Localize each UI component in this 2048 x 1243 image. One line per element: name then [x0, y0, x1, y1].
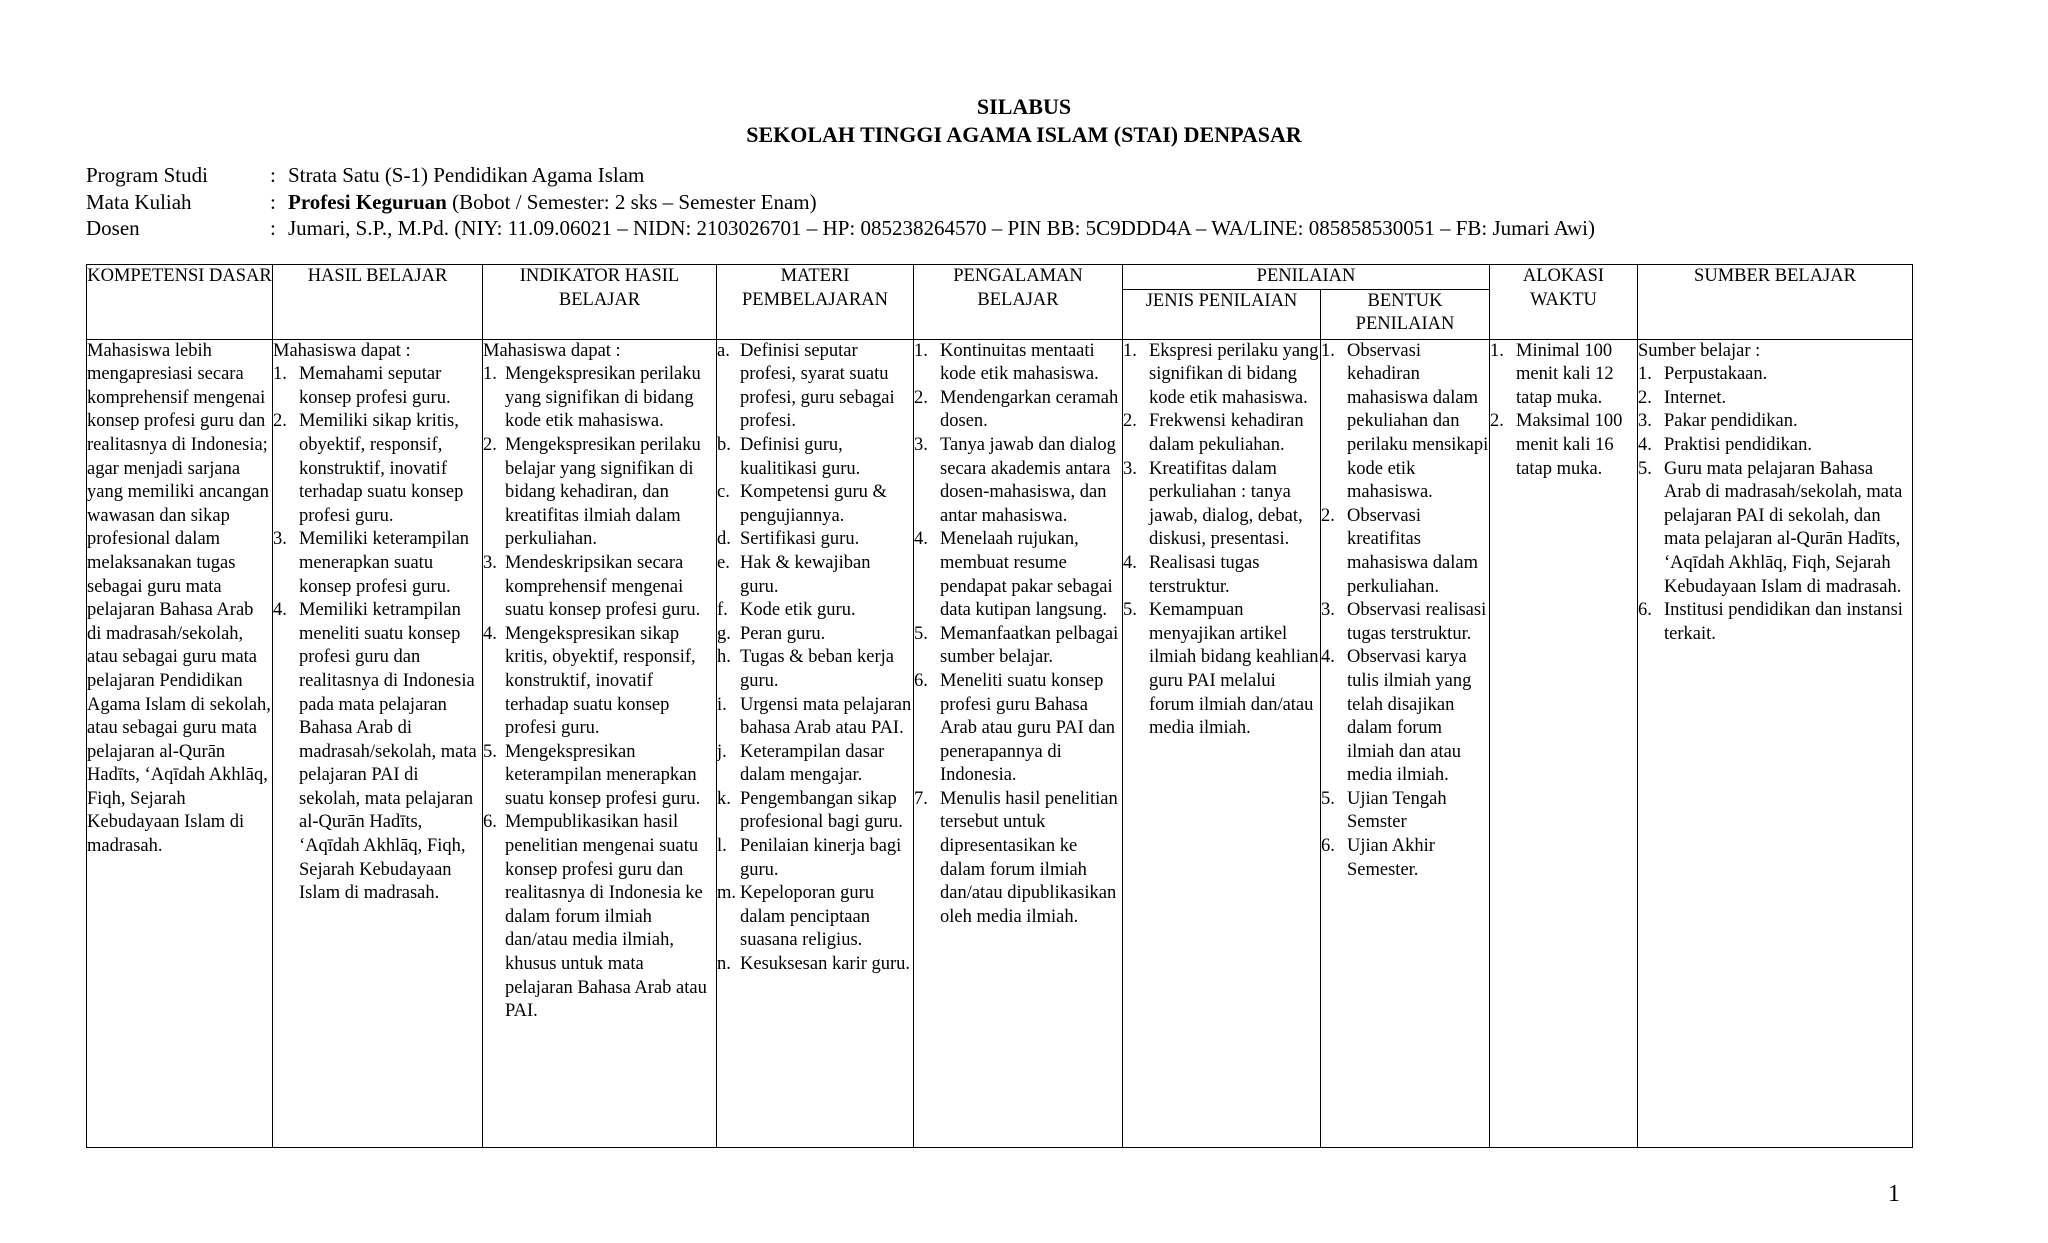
header-alokasi-waktu: ALOKASI WAKTU — [1490, 265, 1638, 340]
materi-item — [717, 434, 913, 481]
materi-item — [717, 646, 913, 693]
list-marker: 4. — [1321, 647, 1335, 668]
list-marker: j. — [717, 741, 727, 762]
materi-item — [717, 340, 913, 434]
sumber-item — [1638, 599, 1912, 646]
list-text: Observasi kreatifitas mahasiswa dalam perkuliahan. — [1347, 505, 1478, 597]
syllabus-table — [86, 264, 1913, 1148]
indikator-item — [483, 741, 716, 812]
indikator-item — [483, 552, 716, 623]
list-text: Mengekspresikan perilaku yang signifikan di bidang kode etik mahasiswa. — [505, 364, 701, 432]
list-text: Frekwensi kehadiran dalam pekuliahan. — [1149, 411, 1304, 455]
hasil-list — [273, 363, 482, 906]
header-jenis-penilaian: JENIS PENILAIAN — [1123, 289, 1321, 339]
list-marker: 3. — [1123, 458, 1137, 479]
list-marker: 5. — [1638, 458, 1652, 479]
cell-bentuk-penilaian — [1321, 339, 1490, 1147]
list-marker: 4. — [483, 623, 497, 644]
pengalaman-item — [914, 340, 1122, 387]
list-marker: 5. — [1123, 600, 1137, 621]
cell-kompetensi-dasar — [87, 339, 273, 1147]
pengalaman-item — [914, 387, 1122, 434]
list-text: Observasi karya tulis ilmiah yang telah disajikan dalam forum ilmiah dan atau media ilmiah. — [1347, 647, 1472, 786]
kompetensi-text: Mahasiswa lebih mengapresiasi secara komprehensif mengenai konsep profesi guru dan realitasnya di Indonesia; agar menjadi sarjana yang memiliki ancangan wawasan dan sikap profesional dalam melaksanakan tugas sebagai guru mata pelajaran Bahasa Arab di madrasah/sekolah, atau sebagai guru mata pelajaran Pendidikan Agama Islam di sekolah, atau sebagai guru mata pelajaran al-Qurān Hadīts, ‘Aqīdah Akhlāq, Fiqh, Sejarah Kebudayaan Islam di madrasah. — [87, 340, 271, 857]
list-marker: a. — [717, 340, 730, 361]
list-text: Memiliki ketrampilan meneliti suatu konsep profesi guru dan realitasnya di Indonesia pada mata pelajaran Bahasa Arab di madrasah/sekolah, mata pelajaran PAI di sekolah, mata pelajaran al-Qurān Hadīts, ‘Aqīdah Akhlāq, Fiqh, Sejarah Kebudayaan Islam di madrasah. — [299, 600, 477, 904]
list-text: Mendeskripsikan secara komprehensif mengenai suatu konsep profesi guru. — [505, 552, 701, 621]
list-text: Mengekspresikan perilaku belajar yang signifikan di bidang kehadiran, dan kreatifitas ilmiah dalam perkuliahan. — [505, 434, 701, 550]
sumber-item — [1638, 410, 1912, 434]
course-details: (Bobot / Semester: 2 sks – Semester Enam) — [446, 189, 817, 214]
alokasi-item — [1490, 410, 1637, 481]
cell-pengalaman — [914, 339, 1123, 1147]
list-text: Kode etik guru. — [740, 600, 856, 621]
list-text: Menulis hasil penelitian tersebut untuk dipresentasikan ke dalam forum ilmiah dan/atau dipublikasikan oleh media ilmiah. — [940, 788, 1118, 927]
materi-list — [717, 340, 913, 977]
list-marker: l. — [717, 836, 727, 857]
hasil-item — [273, 599, 482, 906]
list-marker: i. — [717, 694, 727, 715]
list-text: Kontinuitas mentaati kode etik mahasiswa. — [940, 340, 1099, 385]
list-marker: 5. — [1321, 788, 1335, 809]
jenis-item — [1123, 458, 1320, 552]
document-title: SILABUS — [976, 94, 1072, 119]
list-marker: 1. — [1123, 340, 1137, 361]
list-text: Observasi realisasi tugas terstruktur. — [1347, 600, 1487, 644]
alokasi-list — [1490, 340, 1637, 482]
list-text: Definisi guru, kualitikasi guru. — [740, 434, 861, 479]
list-marker: 5. — [914, 623, 928, 644]
list-text: Urgensi mata pelajaran bahasa Arab atau PAI. — [740, 694, 912, 739]
list-text: Memanfaatkan pelbagai sumber belajar. — [940, 623, 1119, 668]
hasil-item — [273, 528, 482, 599]
list-marker: g. — [717, 623, 731, 644]
list-text: Ekspresi perilaku yang signifikan di bidang kode etik mahasiswa. — [1149, 340, 1319, 408]
jenis-item — [1123, 340, 1320, 411]
list-marker: 6. — [483, 812, 497, 833]
table-row — [87, 339, 1913, 1147]
materi-item — [717, 741, 913, 788]
list-marker: 3. — [1638, 411, 1652, 432]
meta-colon: : — [270, 189, 276, 214]
bentuk-item — [1321, 835, 1489, 882]
materi-item — [717, 552, 913, 599]
list-text: Kemampuan menyajikan artikel ilmiah bidang keahlian guru PAI melalui forum ilmiah dan/atau media ilmiah. — [1149, 600, 1319, 739]
course-name: Profesi Keguruan — [288, 189, 447, 214]
list-marker: h. — [717, 647, 731, 668]
cell-alokasi-waktu — [1490, 339, 1638, 1147]
cell-intro: Sumber belajar : — [1638, 340, 1761, 361]
list-text: Pakar pendidikan. — [1664, 411, 1798, 432]
bentuk-item — [1321, 505, 1489, 599]
list-text: Menelaah rujukan, membuat resume pendapat pakar sebagai data kutipan langsung. — [940, 529, 1113, 621]
list-marker: b. — [717, 434, 731, 455]
list-marker: 1. — [914, 340, 928, 361]
indikator-item — [483, 623, 716, 741]
list-text: Memahami seputar konsep profesi guru. — [299, 364, 451, 408]
list-marker: 1. — [1638, 364, 1652, 385]
list-marker: 3. — [273, 529, 287, 550]
pengalaman-item — [914, 788, 1122, 930]
pengalaman-item — [914, 670, 1122, 788]
list-text: Mempublikasikan hasil penelitian mengenai suatu konsep profesi guru dan realitasnya di Indonesia ke dalam forum ilmiah dan/atau media ilmiah, khusus untuk mata pelajaran Bahasa Arab atau PAI. — [505, 812, 707, 1022]
indikator-item — [483, 434, 716, 552]
list-marker: m. — [717, 883, 737, 904]
list-marker: 1. — [1490, 340, 1504, 361]
list-text: Maksimal 100 menit kali 16 tatap muka. — [1516, 411, 1623, 479]
cell-jenis-penilaian — [1123, 339, 1321, 1147]
list-marker: 2. — [483, 434, 497, 455]
cell-sumber-belajar — [1638, 339, 1913, 1147]
header-indikator-hasil-belajar: INDIKATOR HASIL BELAJAR — [483, 265, 717, 340]
meta-colon: : — [270, 163, 276, 187]
list-marker: c. — [717, 482, 730, 503]
list-marker: 2. — [1123, 411, 1137, 432]
indikator-list — [483, 363, 716, 1024]
list-text: Guru mata pelajaran Bahasa Arab di madrasah/sekolah, mata pelajaran PAI di sekolah, dan mata pelajaran al-Qurān Hadīts, ‘Aqīdah Akhlāq, Fiqh, Sejarah Kebudayaan Islam di madrasah. — [1664, 458, 1903, 597]
list-marker: 4. — [1123, 552, 1137, 573]
list-text: Hak & kewajiban guru. — [740, 552, 871, 597]
list-text: Praktisi pendidikan. — [1664, 434, 1812, 455]
pengalaman-item — [914, 434, 1122, 528]
list-marker: 4. — [1638, 434, 1652, 455]
materi-item — [717, 528, 913, 552]
header-kompetensi-dasar: KOMPETENSI DASAR — [87, 265, 273, 340]
pengalaman-list — [914, 340, 1122, 930]
pengalaman-item — [914, 528, 1122, 622]
materi-item — [717, 694, 913, 741]
meta-value: Jumari, S.P., M.Pd. (NIY: 11.09.06021 – NIDN: 2103026701 – HP: 085238264570 – PIN BB: 5C9DDD4A – WA/LINE: 085858530051 – FB: Jumari Awi) — [288, 216, 1595, 240]
cell-materi — [717, 339, 914, 1147]
list-text: Kreatifitas dalam perkuliahan : tanya jawab, dialog, debat, diskusi, presentasi. — [1149, 458, 1303, 550]
materi-item — [717, 953, 913, 977]
meta-label: Program Studi — [86, 163, 208, 187]
list-text: Memiliki keterampilan menerapkan suatu konsep profesi guru. — [299, 529, 470, 597]
list-text: Kesuksesan karir guru. — [740, 954, 911, 975]
list-text: Definisi seputar profesi, syarat suatu profesi, guru sebagai profesi. — [740, 340, 895, 432]
meta-label: Dosen — [86, 216, 140, 240]
document-subtitle: SEKOLAH TINGGI AGAMA ISLAM (STAI) DENPASAR — [746, 122, 1302, 147]
bentuk-item — [1321, 788, 1489, 835]
list-text: Tugas & beban kerja guru. — [740, 647, 894, 691]
list-text: Mendengarkan ceramah dosen. — [940, 387, 1119, 432]
list-text: Minimal 100 menit kali 12 tatap muka. — [1516, 340, 1614, 408]
jenis-item — [1123, 410, 1320, 457]
bentuk-item — [1321, 340, 1489, 505]
list-marker: k. — [717, 788, 731, 809]
list-marker: 1. — [273, 364, 287, 385]
list-marker: 4. — [914, 529, 928, 550]
materi-item — [717, 481, 913, 528]
list-text: Mengekspresikan sikap kritis, obyektif, responsif, konstruktif, inovatif terhadap suatu konsep profesi guru. — [505, 623, 696, 739]
bentuk-list — [1321, 340, 1489, 883]
list-marker: 3. — [1321, 600, 1335, 621]
list-marker: 2. — [1490, 411, 1504, 432]
meta-row-dosen — [86, 215, 1595, 242]
bentuk-item — [1321, 599, 1489, 646]
meta-row-mata-kuliah — [86, 189, 1595, 216]
list-text: Meneliti suatu konsep profesi guru Bahasa Arab atau guru PAI dan penerapannya di Indonesia. — [940, 670, 1116, 786]
jenis-item — [1123, 552, 1320, 599]
list-text: Internet. — [1664, 387, 1727, 408]
course-info — [86, 162, 1595, 242]
sumber-list — [1638, 363, 1912, 646]
hasil-item — [273, 410, 482, 528]
sumber-item — [1638, 387, 1912, 411]
list-text: Kepeloporan guru dalam penciptaan suasana religius. — [740, 883, 875, 951]
indikator-item — [483, 811, 716, 1023]
list-text: Perpustakaan. — [1664, 364, 1768, 385]
list-text: Peran guru. — [740, 623, 826, 644]
list-marker: 2. — [1321, 505, 1335, 526]
meta-value: Strata Satu (S-1) Pendidikan Agama Islam — [288, 163, 645, 187]
header-bentuk-penilaian: BENTUK PENILAIAN — [1321, 289, 1490, 339]
indikator-item — [483, 363, 716, 434]
list-marker: 3. — [483, 552, 497, 573]
list-text: Institusi pendidikan dan instansi terkait. — [1664, 600, 1903, 644]
list-marker: f. — [717, 600, 728, 621]
cell-indikator — [483, 339, 717, 1147]
materi-item — [717, 599, 913, 623]
header-materi-pembelajaran: MATERI PEMBELAJARAN — [717, 265, 914, 340]
meta-row-program-studi — [86, 162, 1595, 189]
cell-intro: Mahasiswa dapat : — [273, 340, 411, 361]
cell-intro: Mahasiswa dapat : — [483, 340, 621, 361]
list-text: Realisasi tugas terstruktur. — [1149, 552, 1260, 597]
list-marker: 1. — [483, 364, 497, 385]
list-marker: 4. — [273, 600, 287, 621]
list-text: Observasi kehadiran mahasiswa dalam pekuliahan dan perilaku mensikapi kode etik mahasiswa. — [1347, 340, 1489, 503]
list-text: Sertifikasi guru. — [740, 529, 860, 550]
sumber-item — [1638, 458, 1912, 600]
list-text: Penilaian kinerja bagi guru. — [740, 836, 902, 880]
list-marker: 6. — [1321, 836, 1335, 857]
list-text: Ujian Tengah Semster — [1347, 788, 1447, 833]
list-marker: 7. — [914, 788, 928, 809]
meta-label: Mata Kuliah — [86, 189, 192, 214]
cell-hasil-belajar — [273, 339, 483, 1147]
meta-value — [288, 189, 817, 216]
list-text: Tanya jawab dan dialog secara akademis antara dosen-mahasiswa, dan antar mahasiswa. — [940, 434, 1116, 526]
list-marker: 2. — [273, 411, 287, 432]
materi-item — [717, 623, 913, 647]
list-marker: 6. — [914, 670, 928, 691]
header-hasil-belajar: HASIL BELAJAR — [273, 265, 483, 340]
list-text: Kompetensi guru & pengujiannya. — [740, 482, 887, 526]
materi-item — [717, 835, 913, 882]
page-number: 1 — [1888, 1181, 1900, 1207]
list-text: Ujian Akhir Semester. — [1347, 836, 1435, 880]
alokasi-item — [1490, 340, 1637, 411]
header-penilaian: PENILAIAN — [1123, 265, 1490, 290]
meta-colon: : — [270, 216, 276, 240]
list-marker: 2. — [914, 387, 928, 408]
list-marker: 6. — [1638, 600, 1652, 621]
list-text: Pengembangan sikap profesional bagi guru. — [740, 788, 903, 833]
list-marker: n. — [717, 954, 731, 975]
list-marker: 2. — [1638, 387, 1652, 408]
header-sumber-belajar: SUMBER BELAJAR — [1638, 265, 1913, 340]
materi-item — [717, 788, 913, 835]
list-marker: e. — [717, 552, 730, 573]
header-pengalaman-belajar: PENGALAMAN BELAJAR — [914, 265, 1123, 340]
jenis-item — [1123, 599, 1320, 741]
materi-item — [717, 882, 913, 953]
list-marker: 1. — [1321, 340, 1335, 361]
sumber-item — [1638, 363, 1912, 387]
list-text: Mengekspresikan keterampilan menerapkan suatu konsep profesi guru. — [505, 741, 701, 809]
list-text: Keterampilan dasar dalam mengajar. — [740, 741, 885, 786]
list-marker: 5. — [483, 741, 497, 762]
jenis-list — [1123, 340, 1320, 741]
bentuk-item — [1321, 646, 1489, 788]
list-text: Memiliki sikap kritis, obyektif, responsif, konstruktif, inovatif terhadap suatu konsep profesi guru. — [299, 411, 464, 526]
pengalaman-item — [914, 623, 1122, 670]
list-marker: d. — [717, 529, 731, 550]
list-marker: 3. — [914, 434, 928, 455]
hasil-item — [273, 363, 482, 410]
sumber-item — [1638, 434, 1912, 458]
